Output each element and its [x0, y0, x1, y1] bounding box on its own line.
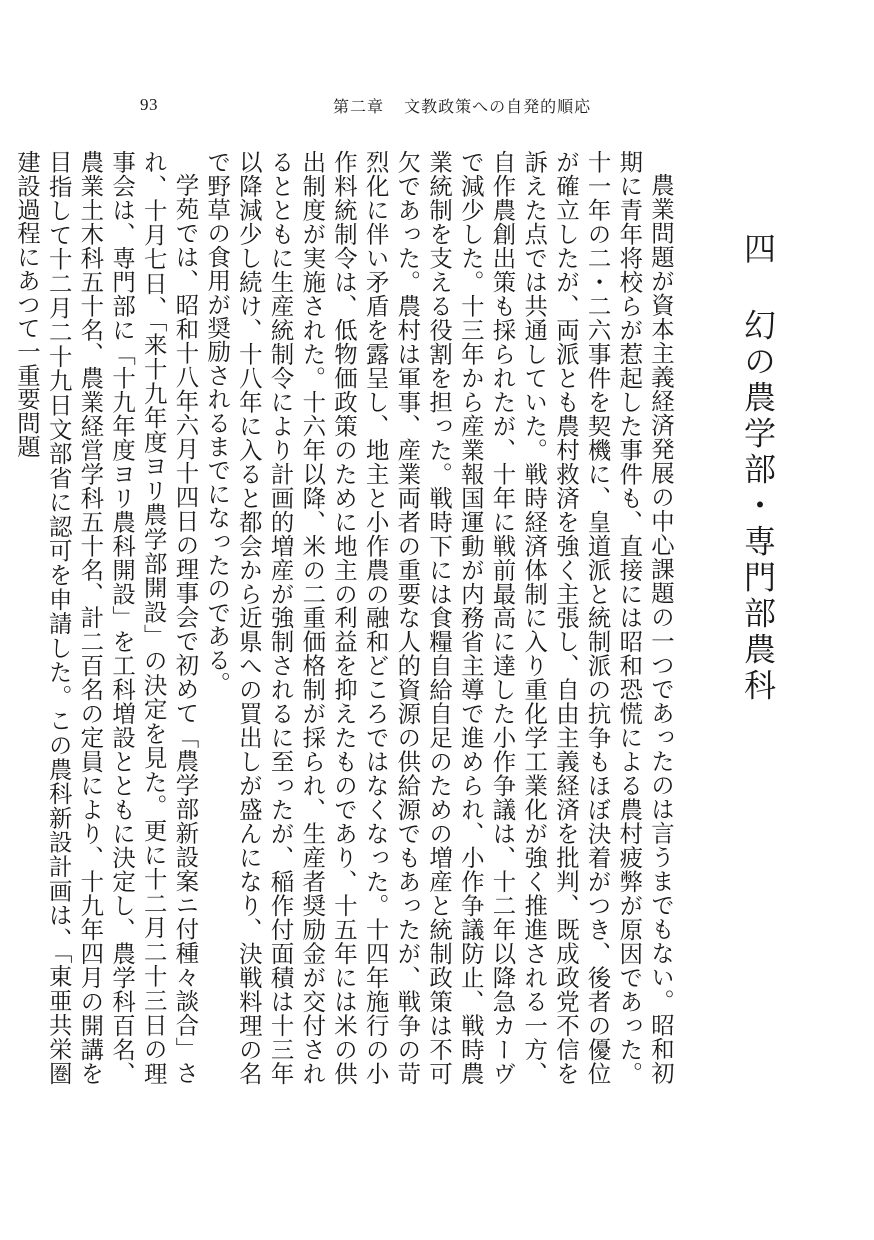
chapter-label: 第二章 — [333, 97, 385, 116]
paragraph-2: 学苑では、昭和十八年六月十四日の理事会で初めて「農学部新設案ニ付種々談合」され、十月七日、「来十九年度ヨリ農学部開設」の決定を見た。更に十二月二十三日の理事会は、専門部に「十九年度ヨリ農科開設」を工科増設とともに決定し、農学科百名、農業土木科五十名、農業経営学科五十名、計二百名の定員により、十九年四月の開講を目指して十二月二十九日文部省に認可を申請した。この農科新設計画は、「東亜共栄圏建設過程にあつて一重要問題 — [12, 150, 200, 1085]
chapter-title: 文教政策への自発的順応 — [404, 97, 592, 116]
page-number: 93 — [140, 95, 158, 114]
section-title-text: 幻の農学部・専門部農科 — [739, 308, 777, 705]
section-heading — [739, 232, 777, 705]
paragraph-1: 農業問題が資本主義経済発展の中心課題の一つであったのは言うまでもない。昭和初期に青年将校らが惹起した事件も、直接には昭和恐慌による農村疲弊が原因であった。十一年の二・二六事件を契機に、皇道派と統制派の抗争もほぼ決着がつき、後者の優位が確立したが、両派とも農村救済を強く主張し、自由主義経済を批判、既成政党不信を訴えた点では共通していた。戦時経済体制に入り重化学工業化が強く推進される一方、自作農創出策も採られたが、十年に戦前最高に達した小作争議は、十二年以降急カーヴで減少した。十三年から産業報国運動が内務省主導で進められ、小作争議防止、戦時農業統制を支える役割を担った。戦時下には食糧自給自足のための増産と統制政策は不可欠であった。農村は軍事、産業両者の重要な人的資源の供給源でもあったが、戦争の苛烈化に伴い矛盾を露呈し、地主と小作農の融和どころではなくなった。十四年施行の小作料統制令は、低物価政策のために地主の利益を抑えたものであり、十五年には米の供出制度が実施された。十六年以降、米の二重価格制が採られ、生産者奨励金が交付されるとともに生産統制令により計画的増産が強制されるに至ったが、稲作付面積は十三年以降減少し続け、十八年に入ると都会から近県への買出しが盛んになり、決戦料理の名で野草の食用が奨励されるまでになったのである。 — [203, 150, 675, 1085]
running-header — [333, 94, 591, 117]
body-text — [10, 150, 676, 1085]
section-number: 四 — [739, 232, 777, 268]
